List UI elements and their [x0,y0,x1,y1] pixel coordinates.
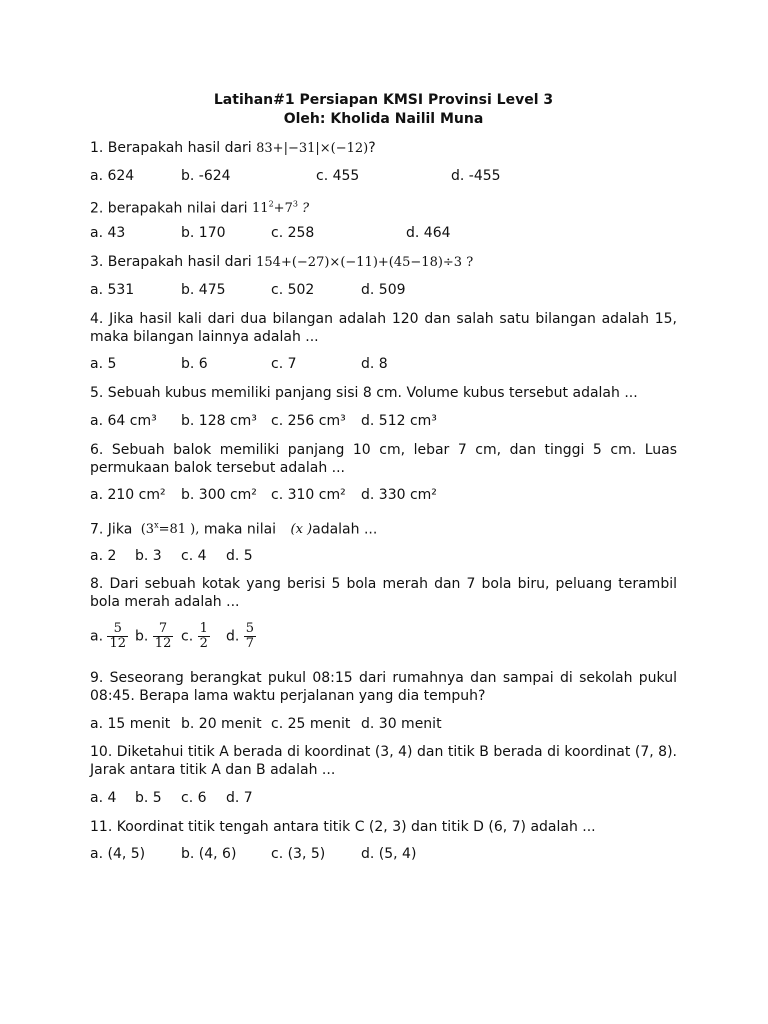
options-7 [90,548,677,568]
question-6: 6. Sebuah balok memiliki panjang 10 cm, lebar 7 cm, dan tinggi 5 cm. Luas permukaan balok tersebut adalah ... [90,442,677,476]
fraction: $\frac{5}{7}$ [245,621,255,651]
option-c[interactable]: c. 310 cm² [271,487,346,503]
option-b[interactable]: b. 128 cm³ [181,413,257,429]
options-10 [90,790,677,810]
option-d[interactable]: d. 464 [406,225,451,241]
option-b[interactable]: b. $\frac{7}{12}$ [135,621,172,651]
option-d[interactable]: d. 8 [361,356,388,372]
fraction: $\frac{1}{2}$ [199,621,208,651]
math-expression: 83+|−31|×(−12) [256,141,369,156]
option-a[interactable]: a. $\frac{5}{12}$ [90,621,127,651]
question-text: 3. Berapakah hasil dari [90,254,257,270]
option-c[interactable]: c. 502 [271,282,315,298]
question-text-mid: maka nilai [199,521,281,538]
option-b[interactable]: b. (4, 6) [181,846,237,862]
option-c[interactable]: c. $\frac{1}{2}$ [181,621,208,651]
option-b[interactable]: b. 475 [181,282,226,298]
option-a[interactable]: a. 2 [90,548,117,564]
option-d[interactable]: d. 512 cm³ [361,413,437,429]
option-a[interactable]: a. 64 cm³ [90,413,157,429]
option-c[interactable]: c. 256 cm³ [271,413,346,429]
question-10: 10. Diketahui titik A berada di koordinat (3, 4) dan titik B berada di koordinat (7, 8). Jarak antara titik A dan B adalah ... [90,744,677,778]
option-b[interactable]: b. 6 [181,356,208,372]
question-2 [90,196,677,218]
option-c[interactable]: c. 7 [271,356,297,372]
option-c[interactable]: c. 4 [181,548,207,564]
option-d[interactable]: d. 7 [226,790,253,806]
question-text: 1. Berapakah hasil dari [90,140,257,156]
options-6 [90,487,677,507]
fraction: $\frac{5}{12}$ [109,621,127,651]
fraction: $\frac{7}{12}$ [154,621,172,651]
option-d[interactable]: d. 330 cm² [361,487,437,503]
math-expression: 154+(−27)×(−11)+(45−18)÷3 ? [256,255,474,270]
question-5: 5. Sebuah kubus memiliki panjang sisi 8 cm. Volume kubus tersebut adalah ... [90,385,638,401]
option-a[interactable]: a. 4 [90,790,117,806]
question-4: 4. Jika hasil kali dari dua bilangan adalah 120 dan salah satu bilangan adalah 15, maka bilangan lainnya adalah ... [90,311,677,345]
options-8 [90,622,677,658]
option-b[interactable]: b. 300 cm² [181,487,257,503]
options-1 [90,168,677,188]
question-3 [90,253,677,272]
option-c[interactable]: c. 25 menit [271,716,351,732]
question-9: 9. Seseorang berangkat pukul 08:15 dari rumahnya dan sampai di sekolah pukul 08:45. Berapa lama waktu perjalanan yang dia tempuh? [90,670,677,704]
options-3 [90,282,677,302]
option-c[interactable]: c. 455 [316,168,360,184]
options-2 [90,225,677,245]
option-a[interactable]: a. 210 cm² [90,487,166,503]
option-b[interactable]: b. 20 menit [181,716,262,732]
option-a[interactable]: a. 15 menit [90,716,171,732]
question-end: ? [368,140,376,156]
option-a[interactable]: a. 43 [90,225,126,241]
option-c[interactable]: c. 258 [271,225,315,241]
option-d[interactable]: d. 30 menit [361,716,442,732]
question-end: adalah ... [312,521,378,538]
math-variable: (x ) [290,522,313,538]
options-9 [90,716,677,736]
question-7 [90,517,677,539]
math-expression: $11^2+7^3$ ? [252,200,310,217]
option-d[interactable]: d. 509 [361,282,406,298]
option-d[interactable]: d. 5 [226,548,253,564]
option-b[interactable]: b. 5 [135,790,162,806]
option-a[interactable]: a. (4, 5) [90,846,146,862]
options-5 [90,413,677,433]
question-text: 2. berapakah nilai dari [90,200,253,217]
option-d[interactable]: d. $\frac{5}{7}$ [226,621,255,651]
question-8: 8. Dari sebuah kotak yang berisi 5 bola merah dan 7 bola biru, peluang terambil bola merah adalah ... [90,576,677,610]
math-equation: ($3^x=81$ ), [140,521,200,538]
author-line: Oleh: Kholida Nailil Muna [283,111,484,127]
option-b[interactable]: b. 3 [135,548,162,564]
question-1 [90,139,677,158]
option-a[interactable]: a. 5 [90,356,117,372]
page-title: Latihan#1 Persiapan KMSI Provinsi Level 3 [213,92,554,108]
option-a[interactable]: a. 624 [90,168,135,184]
option-b[interactable]: b. -624 [181,168,231,184]
option-d[interactable]: d. (5, 4) [361,846,417,862]
option-a[interactable]: a. 531 [90,282,135,298]
question-11: 11. Koordinat titik tengah antara titik C (2, 3) dan titik D (6, 7) adalah ... [90,819,596,835]
question-text: 7. Jika [90,521,137,538]
options-11 [90,846,677,866]
options-4 [90,356,677,376]
option-d[interactable]: d. -455 [451,168,501,184]
option-c[interactable]: c. 6 [181,790,207,806]
option-c[interactable]: c. (3, 5) [271,846,326,862]
option-b[interactable]: b. 170 [181,225,226,241]
